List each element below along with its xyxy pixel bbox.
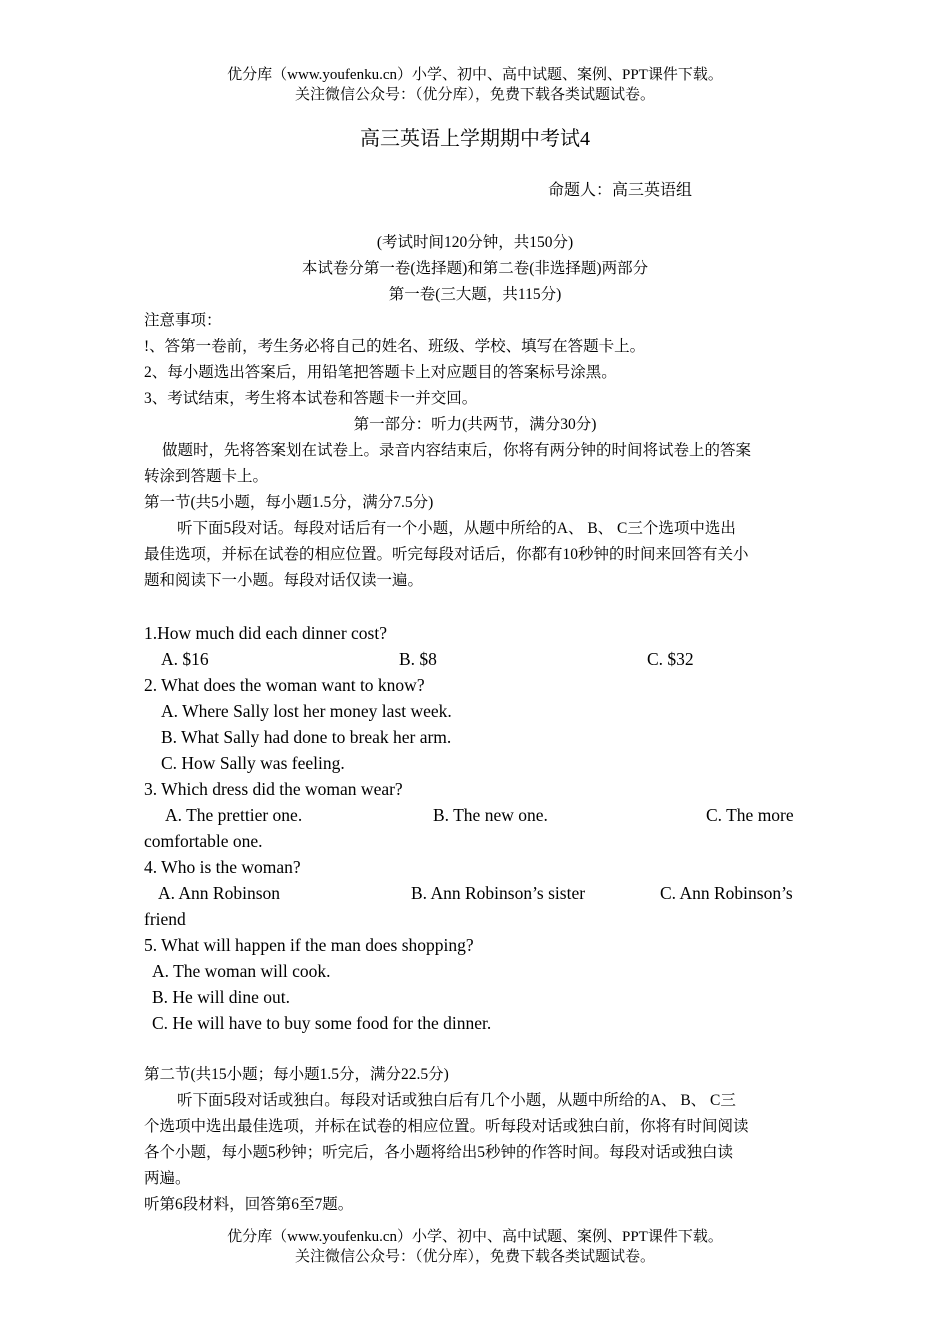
material-6-prompt: 听第6段材料，回答第6至7题。 <box>144 1196 354 1213</box>
part1-intro-line: 做题时，先将答案划在试卷上。录音内容结束后，你将有两分钟的时间将试卷上的答案 <box>162 442 752 459</box>
document-title: 高三英语上学期期中考试4 <box>360 128 590 150</box>
author-line: 命题人：高三英语组 <box>548 182 693 199</box>
option-c-continuation: comfortable one. <box>144 831 263 851</box>
section1-instruction-line: 最佳选项，并标在试卷的相应位置。听完每段对话后，你都有10秒钟的时间来回答有关小 <box>144 546 749 563</box>
option-b: B. Ann Robinson’s sister <box>411 883 586 903</box>
page-footer-line2: 关注微信公众号：（优分库），免费下载各类试题试卷。 <box>294 1249 655 1265</box>
option-a: A. The prettier one. <box>165 805 303 825</box>
volume1-heading: 第一卷(三大题，共115分) <box>388 286 562 303</box>
section2-instruction-line: 两遍。 <box>144 1170 191 1187</box>
notes-item: 3、考试结束，考生将本试卷和答题卡一并交回。 <box>144 390 478 407</box>
option-b: B. The new one. <box>433 805 548 825</box>
question-stem: 4. Who is the woman? <box>144 857 301 877</box>
question-stem: 5. What will happen if the man does shopping? <box>144 935 474 955</box>
section2-instruction-line: 个选项中选出最佳选项，并标在试卷的相应位置。听每段对话或独白前，你将有时间阅读 <box>144 1118 749 1135</box>
notes-item: !、答第一卷前，考生务必将自己的姓名、班级、学校、填写在答题卡上。 <box>144 338 646 355</box>
question-stem: 2. What does the woman want to know? <box>144 675 425 695</box>
option-c: C. How Sally was feeling. <box>161 753 345 773</box>
page-footer-line1: 优分库（www.youfenku.cn）小学、初中、高中试题、案例、PPT课件下载。 <box>227 1229 723 1245</box>
page-header-line1: 优分库（www.youfenku.cn）小学、初中、高中试题、案例、PPT课件下载。 <box>227 67 723 83</box>
section1-instruction-line: 题和阅读下一小题。每段对话仅读一遍。 <box>144 572 424 589</box>
notes-item: 2、每小题选出答案后，用铅笔把答题卡上对应题目的答案标号涂黑。 <box>144 364 617 381</box>
option-c: C. $32 <box>647 649 694 669</box>
section2-instruction-line: 各个小题，每小题5秒钟；听完后，各小题将给出5秒钟的作答时间。每段对话或独白读 <box>144 1144 734 1161</box>
question-stem: 1.How much did each dinner cost? <box>144 623 387 643</box>
option-c: C. The more <box>706 805 794 825</box>
option-a: A. Ann Robinson <box>158 883 281 903</box>
option-a: A. The woman will cook. <box>152 961 331 981</box>
exam-parts: 本试卷分第一卷(选择题)和第二卷(非选择题)两部分 <box>301 260 649 277</box>
option-c-continuation: friend <box>144 909 186 929</box>
part1-intro-line: 转涂到答题卡上。 <box>144 468 269 485</box>
option-c: C. Ann Robinson’s <box>660 883 793 903</box>
question-stem: 3. Which dress did the woman wear? <box>144 779 403 799</box>
option-a: A. Where Sally lost her money last week. <box>161 701 452 721</box>
option-c: C. He will have to buy some food for the dinner. <box>152 1013 492 1033</box>
option-a: A. $16 <box>161 649 209 669</box>
part1-heading: 第一部分：听力(共两节，满分30分) <box>353 416 597 433</box>
section2-heading: 第二节(共15小题；每小题1.5分，满分22.5分) <box>144 1066 449 1083</box>
page-header-line2: 关注微信公众号：（优分库），免费下载各类试题试卷。 <box>294 87 655 103</box>
option-b: B. What Sally had done to break her arm. <box>161 727 452 747</box>
section2-instruction-line: 听下面5段对话或独白。每段对话或独白后有几个小题，从题中所给的A、 B、 C三 <box>177 1092 736 1109</box>
option-b: B. He will dine out. <box>152 987 291 1007</box>
section1-heading: 第一节(共5小题，每小题1.5分，满分7.5分) <box>144 494 434 511</box>
option-b: B. $8 <box>399 649 437 669</box>
notes-heading: 注意事项： <box>144 312 222 329</box>
section1-instruction-line: 听下面5段对话。每段对话后有一个小题，从题中所给的A、 B、 C三个选项中选出 <box>177 520 736 537</box>
exam-time: (考试时间120分钟，共150分) <box>376 234 574 251</box>
